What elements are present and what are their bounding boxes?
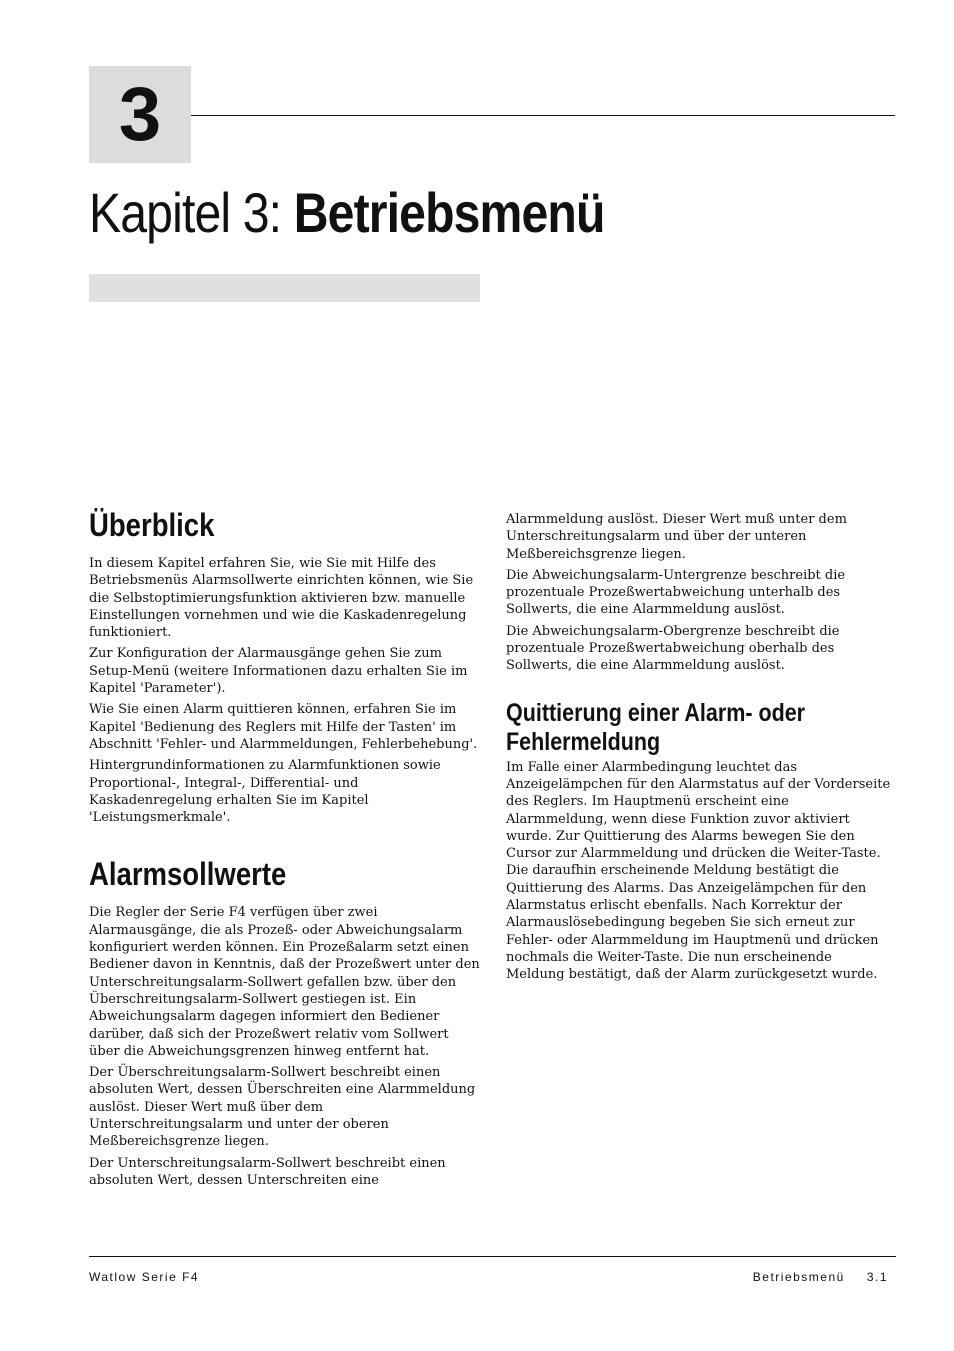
chapter-number-box: [89, 66, 191, 163]
paragraph: Zur Konfiguration der Alarmausgänge gehen Sie zum Setup-Menü (weitere Informationen dazu erhalten Sie im Kapitel 'Parameter').: [89, 646, 468, 697]
paragraph: In diesem Kapitel erfahren Sie, wie Sie mit Hilfe des Betriebsmenüs Alarmsollwerte einrichten können, wie Sie die Selbstoptimierungsfunktion aktivieren bzw. manuelle Einstellungen vornehmen und wie die Kaskadenregelung funktioniert.: [89, 556, 474, 641]
footer-page-number: 3.1: [866, 1270, 888, 1284]
paragraph: Der Überschreitungsalarm-Sollwert beschreibt einen absoluten Wert, dessen Überschreiten eine Alarmmeldung auslöst. Dieser Wert muß über dem Unterschreitungsalarm und unter der oberen Meßbereichsgrenze liegen.: [89, 1065, 476, 1150]
right-column: [506, 511, 894, 988]
footer-page-info: [753, 1270, 888, 1284]
footer-product-name: Watlow Serie F4: [89, 1270, 200, 1284]
paragraph: Wie Sie einen Alarm quittieren können, erfahren Sie im Kapitel 'Bedienung des Reglers mit Hilfe der Tasten' im Abschnitt 'Fehler- und Alarmmeldungen, Fehlerbehebung'.: [89, 702, 478, 752]
footer-section-name: Betriebsmenü: [752, 1270, 845, 1284]
paragraph: Hintergrundinformationen zu Alarmfunktionen sowie Proportional-, Integral-, Differential- und Kaskadenregelung erhalten Sie im Kapitel 'Leistungsmerkmale'.: [89, 758, 441, 826]
decorative-gray-bar: [89, 274, 480, 302]
section-heading-alarmsollwerte: Alarmsollwerte: [89, 856, 287, 893]
paragraph: Im Falle einer Alarmbedingung leuchtet das Anzeigelämpchen für den Alarmstatus auf der Vorderseite des Reglers. Im Hauptmenü erscheint eine Alarmmeldung, wenn diese Funktion zuvor aktiviert wurde. Zur Quittierung des Alarms bewegen Sie den Cursor zur Alarmmeldung und drücken die Weiter-Taste. Die daraufhin erscheinende Meldung bestätigt die Quittierung des Alarms. Das Anzeigelämpchen für den Alarmstatus erlischt ebenfalls. Nach Korrektur der Alarmauslösebedingung begeben Sie sich erneut zur Fehler- oder Alarmmeldung im Hauptmenü und drücken nochmals die Weiter-Taste. Die nun erscheinende Meldung bestätigt, daß der Alarm zurückgesetzt wurde.: [506, 759, 891, 983]
chapter-title-prefix: Kapitel 3:: [89, 181, 294, 244]
left-column: [89, 505, 481, 1193]
section-heading-ueberblick: Überblick: [89, 507, 215, 543]
chapter-title: [89, 178, 605, 248]
paragraph: Alarmmeldung auslöst. Dieser Wert muß unter dem Unterschreitungsalarm und über der unteren Meßbereichsgrenze liegen.: [506, 512, 847, 562]
paragraph: Die Abweichungsalarm-Untergrenze beschreibt die prozentuale Prozeßwertabweichung unterhalb des Sollwerts, die eine Alarmmeldung auslöst.: [506, 567, 846, 618]
chapter-header-rule: [191, 115, 895, 116]
chapter-title-bold: Betriebsmenü: [293, 181, 605, 244]
chapter-number: 3: [118, 72, 162, 157]
paragraph: Die Abweichungsalarm-Obergrenze beschreibt die prozentuale Prozeßwertabweichung oberhalb des Sollwerts, die eine Alarmmeldung auslöst.: [506, 623, 840, 674]
section-heading-quittierung: Quittierung einer Alarm- oder Fehlermeldung: [506, 698, 806, 756]
paragraph: Der Unterschreitungsalarm-Sollwert beschreibt einen absoluten Wert, dessen Unterschreiten eine: [89, 1155, 446, 1188]
footer-rule: [89, 1256, 896, 1257]
paragraph: Die Regler der Serie F4 verfügen über zwei Alarmausgänge, die als Prozeß- oder Abweichungsalarm konfiguriert werden können. Ein Prozeßalarm setzt einen Bediener davon in Kenntnis, daß der Prozeßwert unter den Unterschreitungsalarm-Sollwert gefallen bzw. über den Überschreitungsalarm-Sollwert gestiegen ist. Ein Abweichungsalarm dagegen informiert den Bediener darüber, daß sich der Prozeßwert relativ vom Sollwert über die Abweichungsgrenzen hinweg entfernt hat.: [89, 905, 480, 1059]
